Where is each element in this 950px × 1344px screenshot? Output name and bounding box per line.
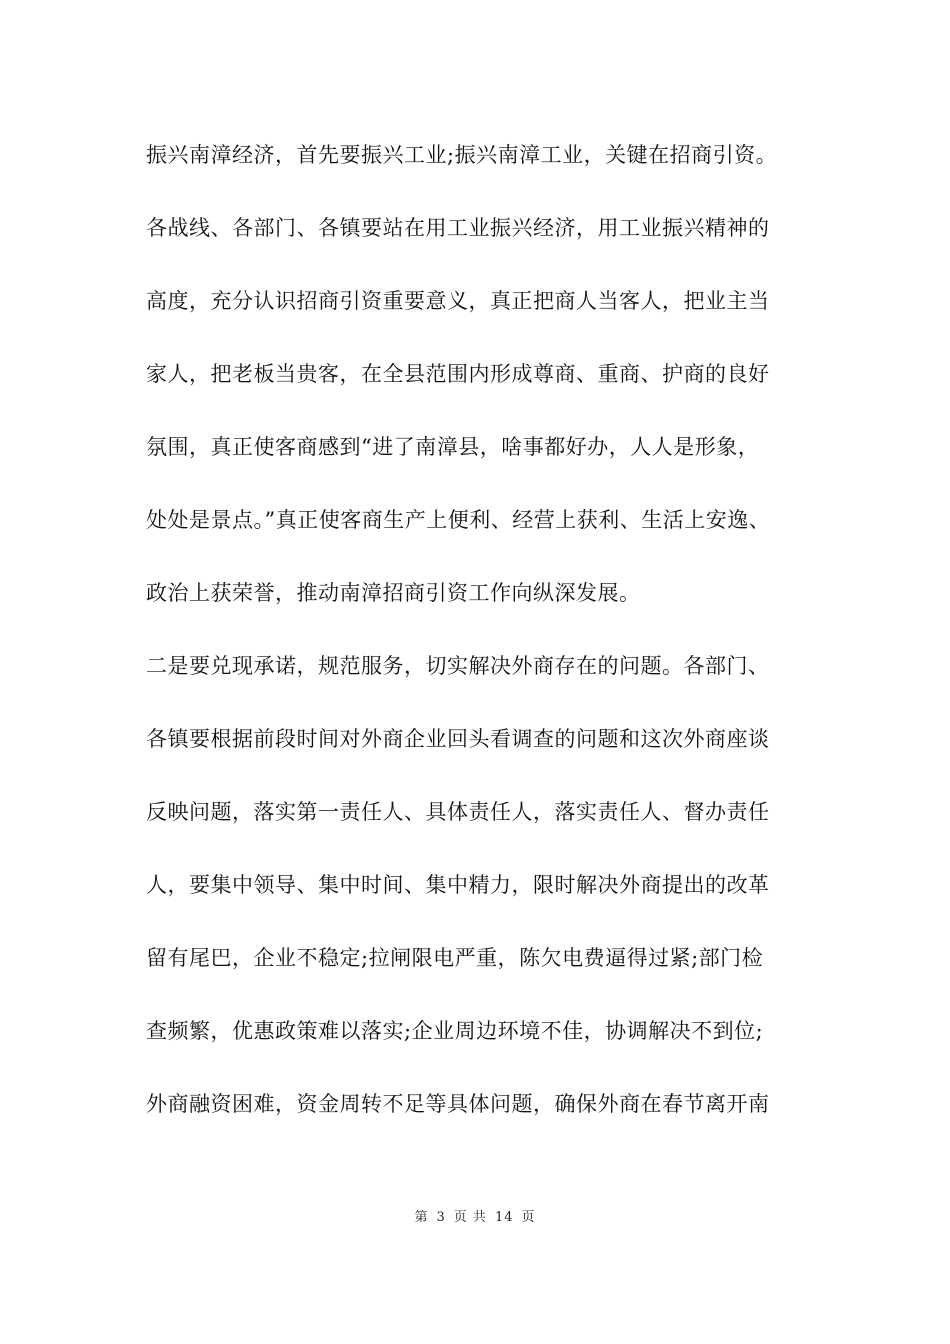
total-pages-number: 14 <box>494 1210 514 1225</box>
footer-middle: 页 共 <box>453 1210 487 1225</box>
text-line: 查频繁，优惠政策难以落实;企业周边环境不佳，协调解决不到位; <box>146 1019 764 1043</box>
text-line: 处处是景点。”真正使客商生产上便利、经营上获利、生活上安逸、 <box>146 508 771 532</box>
text-line: 各镇要根据前段时间对外商企业回头看调查的问题和这次外商座谈 <box>146 727 770 751</box>
text-line: 人，要集中领导、集中时间、集中精力，限时解决外商提出的改革 <box>146 873 770 897</box>
text-line: 反映问题，落实第一责任人、具体责任人，落实责任人、督办责任 <box>146 800 770 824</box>
current-page-number: 3 <box>436 1210 446 1225</box>
text-line: 氛围，真正使客商感到“进了南漳县，啥事都好办，人人是形象， <box>146 435 760 459</box>
text-line: 高度，充分认识招商引资重要意义，真正把商人当客人，把业主当 <box>146 289 770 313</box>
page-footer <box>0 1206 950 1225</box>
footer-prefix: 第 <box>414 1210 429 1225</box>
text-line: 外商融资困难，资金周转不足等具体问题，确保外商在春节离开南 <box>146 1092 770 1116</box>
text-line: 各战线、各部门、各镇要站在用工业振兴经济，用工业振兴精神的 <box>146 216 770 240</box>
text-line: 二是要兑现承诺，规范服务，切实解决外商存在的问题。各部门、 <box>146 654 770 678</box>
text-line: 政治上获荣誉，推动南漳招商引资工作向纵深发展。 <box>146 581 641 605</box>
text-line: 留有尾巴，企业不稳定;拉闸限电严重，陈欠电费逼得过紧;部门检 <box>146 946 764 970</box>
body-text <box>146 135 826 1157</box>
text-line: 振兴南漳经济，首先要振兴工业;振兴南漳工业，关键在招商引资。 <box>146 143 778 167</box>
footer-suffix: 页 <box>521 1210 536 1225</box>
text-line: 家人，把老板当贵客，在全县范围内形成尊商、重商、护商的良好 <box>146 362 770 386</box>
